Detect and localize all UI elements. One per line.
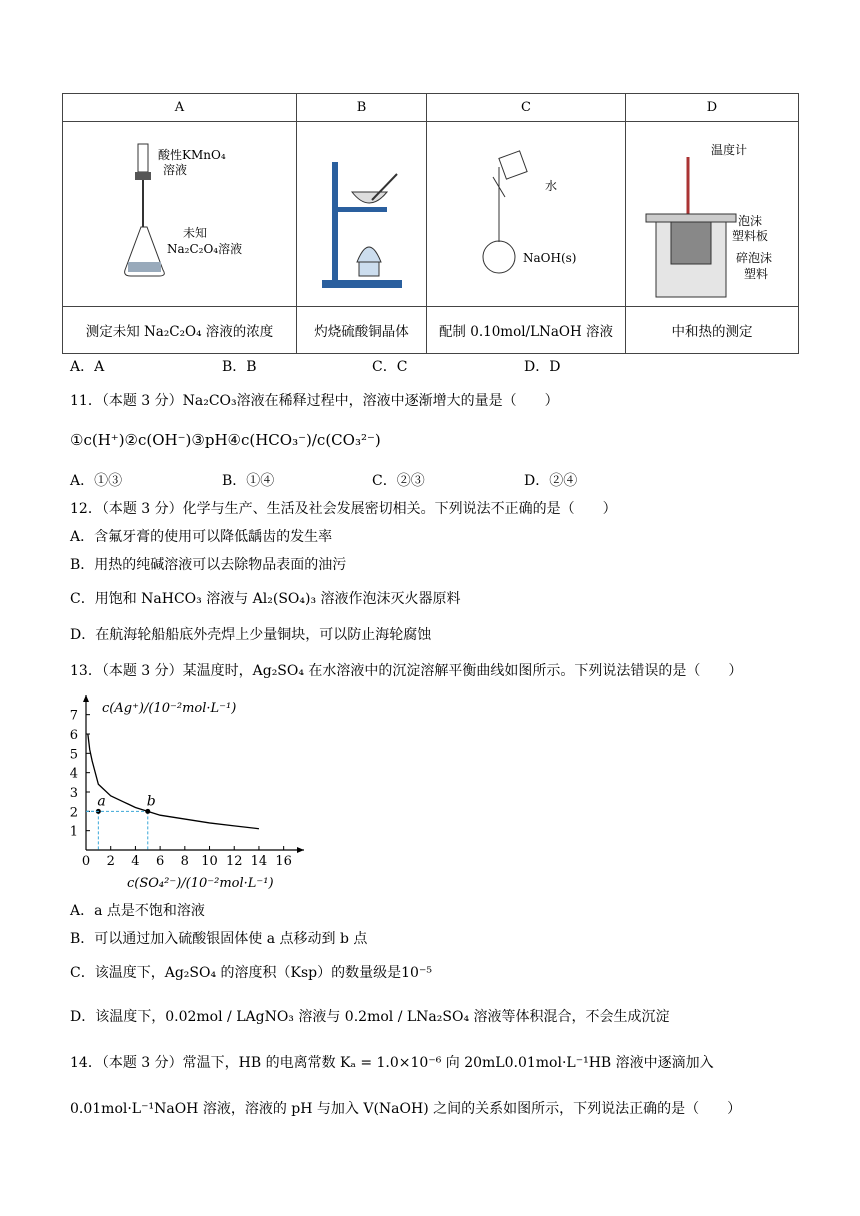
header-a: A: [63, 94, 297, 122]
label-solution: 溶液: [163, 163, 188, 177]
figure-d-calorimeter: [626, 122, 799, 307]
q11-stem: 11．（本题 3 分）Na₂CO₃溶液在稀释过程中，溶液中逐渐增大的量是（ ）: [70, 393, 559, 409]
y-tick-label: 6: [69, 728, 78, 743]
label-na2c2o4: Na₂C₂O₄溶液: [167, 242, 243, 256]
chart-ylabel: c(Ag⁺)/(10⁻²mol·L⁻¹): [102, 701, 237, 716]
caption-d: 中和热的测定: [626, 307, 799, 354]
x-tick-label: 12: [225, 854, 243, 869]
experiment-table: [62, 93, 799, 354]
label-thermometer: 温度计: [711, 143, 748, 157]
q12-option-a: A．含氟牙膏的使用可以降低龋齿的发生率: [70, 529, 333, 545]
x-axis-arrow: [297, 847, 304, 853]
q10-option-a: A．A: [70, 359, 105, 375]
y-axis-arrow: [83, 695, 89, 702]
header-d: D: [626, 94, 799, 122]
q11-option-a: A．①③: [70, 473, 123, 489]
x-tick-label: 2: [106, 854, 115, 869]
q12-stem: 12．（本题 3 分）化学与生产、生活及社会发展密切相关。下列说法不正确的是（ ）: [70, 501, 617, 517]
q13-stem: 13．（本题 3 分）某温度时，Ag₂SO₄ 在水溶液中的沉淀溶解平衡曲线如图所示。下列说法错误的是（ ）: [70, 663, 743, 679]
q14-line2: 0.01mol·L⁻¹NaOH 溶液，溶液的 pH 与加入 V(NaOH) 之间的关系如图所示，下列说法正确的是（ ）: [70, 1101, 742, 1117]
label-board2: 塑料板: [732, 229, 769, 243]
x-tick-label: 10: [201, 854, 218, 869]
figure-b-burning: [297, 122, 427, 307]
point-b: [145, 809, 150, 814]
q13-option-c: C．该温度下，Ag₂SO₄ 的溶度积（Ksp）的数量级是10⁻⁵: [70, 965, 432, 981]
q10-option-c: C．C: [372, 359, 408, 375]
y-tick-label: 2: [69, 805, 78, 821]
figure-a-titration: [63, 122, 297, 307]
saturation-curve: [88, 734, 259, 829]
y-tick-label: 1: [69, 824, 78, 840]
q13-option-a: A．a 点是不饱和溶液: [70, 903, 205, 919]
point-label-a: a: [97, 793, 106, 810]
label-naoh: NaOH(s): [523, 251, 577, 265]
header-b: B: [297, 94, 427, 122]
caption-a: 测定未知 Na₂C₂O₄ 溶液的浓度: [63, 307, 297, 354]
x-tick-label: 4: [131, 854, 140, 869]
y-tick-label: 5: [69, 747, 78, 763]
y-tick-label: 4: [69, 766, 78, 782]
label-board1: 泡沫: [738, 214, 763, 228]
q13-option-b: B．可以通过加入硫酸银固体使 a 点移动到 b 点: [70, 931, 368, 947]
q12-option-d: D．在航海轮船船底外壳焊上少量铜块，可以防止海轮腐蚀: [70, 627, 432, 643]
label-unknown: 未知: [183, 226, 208, 240]
q11-option-d: D．②④: [524, 473, 578, 489]
q11-option-b: B．①④: [222, 473, 275, 489]
header-c: C: [427, 94, 626, 122]
q14-line1: 14．（本题 3 分）常温下，HB 的电离常数 Kₐ = 1.0×10⁻⁶ 向 20mL0.01mol·L⁻¹HB 溶液中逐滴加入: [70, 1055, 714, 1071]
label-kmno4: 酸性KMnO₄: [158, 148, 226, 162]
chart-xlabel: c(SO₄²⁻)/(10⁻²mol·L⁻¹): [127, 876, 274, 891]
x-tick-label: 8: [180, 854, 189, 869]
label-foam1: 碎泡沫: [736, 251, 773, 265]
x-tick-label: 14: [250, 854, 268, 869]
q11-option-c: C．②③: [372, 473, 425, 489]
q13-option-d: D．该温度下，0.02mol / LAgNO₃ 溶液与 0.2mol / LNa₂SO₄ 溶液等体积混合，不会生成沉淀: [70, 1009, 670, 1025]
caption-c: 配制 0.10mol/LNaOH 溶液: [427, 307, 626, 354]
q12-option-b: B．用热的纯碱溶液可以去除物品表面的油污: [70, 557, 347, 573]
q12-option-c: C．用饱和 NaHCO₃ 溶液与 Al₂(SO₄)₃ 溶液作泡沫灭火器原料: [70, 591, 461, 607]
point-label-b: b: [146, 793, 156, 810]
q11-items: ①c(H⁺)②c(OH⁻)③pH④c(HCO₃⁻)/c(CO₃²⁻): [70, 431, 381, 449]
caption-b: 灼烧硫酸铜晶体: [297, 307, 427, 354]
x-tick-label: 6: [155, 854, 165, 869]
figure-c-prepare: [427, 122, 626, 307]
label-foam2: 塑料: [744, 267, 769, 281]
x-tick-label: 16: [275, 854, 292, 869]
label-water: 水: [545, 179, 558, 193]
y-tick-label: 7: [69, 708, 78, 724]
x-tick-label: 0: [81, 854, 91, 869]
q10-option-d: D．D: [524, 359, 561, 375]
ksp-chart: [62, 692, 312, 892]
q10-option-b: B．B: [222, 359, 257, 375]
y-tick-label: 3: [69, 786, 78, 801]
